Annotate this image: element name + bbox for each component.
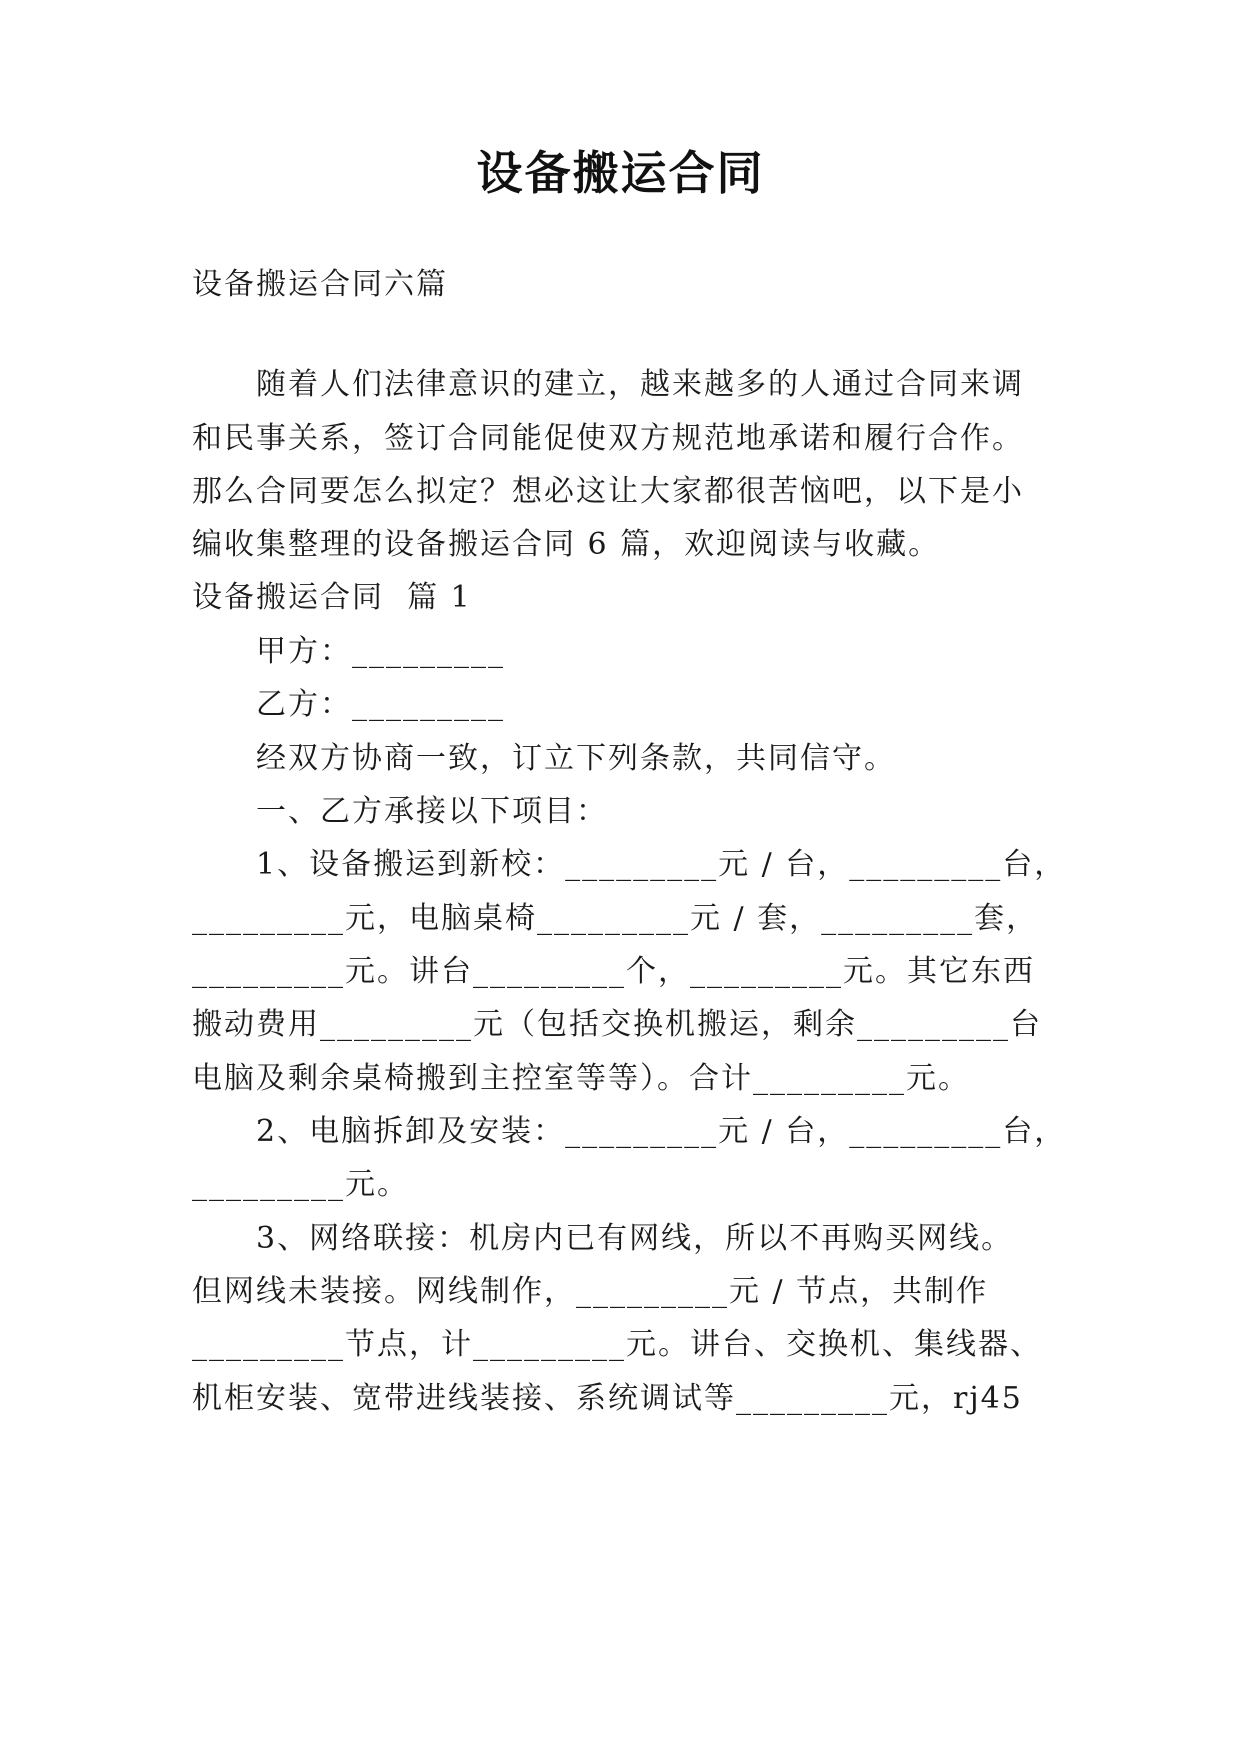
item3-line: _________节点，计_________元。讲台、交换机、集线器、 — [192, 1327, 1042, 1362]
item3-line: 但网线未装接。网线制作，_________元 / 节点，共制作 — [192, 1274, 989, 1309]
item2-line: _________元。 — [192, 1167, 409, 1202]
item3-line: 机柜安装、宽带进线装接、系统调试等_________元，rj45 — [192, 1381, 1023, 1416]
item1-line: 电脑及剩余桌椅搬到主控室等等）。合计_________元。 — [192, 1061, 970, 1096]
item1-line: 1、设备搬运到新校：_________元 / 台，_________台， — [256, 847, 1067, 882]
intro-line: 随着人们法律意识的建立，越来越多的人通过合同来调 — [256, 367, 1024, 402]
party-b-line: 乙方：_________ — [256, 687, 505, 722]
item1-line: _________元。讲台_________个，_________元。其它东西 — [192, 954, 1035, 989]
item1-line: 搬动费用_________元（包括交换机搬运，剩余_________台 — [192, 1007, 1042, 1042]
agreement-line: 经双方协商一致，订立下列条款，共同信守。 — [256, 741, 896, 776]
intro-line: 和民事关系，签订合同能促使双方规范地承诺和履行合作。 — [192, 421, 1024, 456]
intro-line: 那么合同要怎么拟定？想必这让大家都很苦恼吧，以下是小 — [192, 474, 1024, 509]
clause-heading: 一、乙方承接以下项目： — [256, 794, 608, 829]
party-a-line: 甲方：_________ — [256, 634, 505, 669]
section-heading: 设备搬运合同 篇 1 — [192, 580, 472, 615]
intro-line: 编收集整理的设备搬运合同 6 篇，欢迎阅读与收藏。 — [192, 527, 941, 562]
document-subtitle: 设备搬运合同六篇 — [192, 267, 448, 302]
item3-line: 3、网络联接：机房内已有网线，所以不再购买网线。 — [256, 1221, 1014, 1256]
item1-line: _________元，电脑桌椅_________元 / 套，_________套， — [192, 901, 1039, 936]
item2-line: 2、电脑拆卸及安装：_________元 / 台，_________台， — [256, 1114, 1067, 1149]
document-title: 设备搬运合同 — [476, 146, 765, 200]
